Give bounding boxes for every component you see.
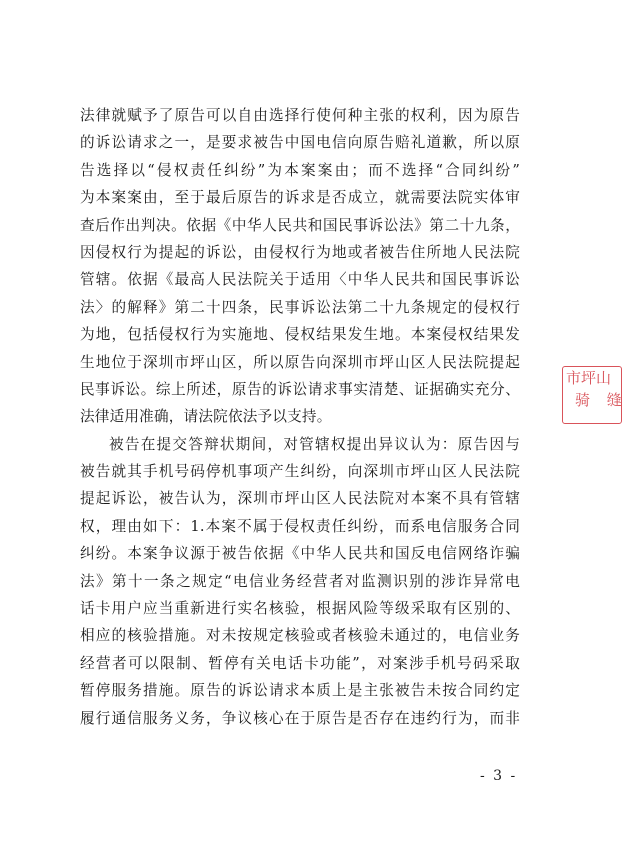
text-line: 经营者可以限制、暂停有关电话卡功能”，对案涉手机号码采取 [80, 654, 520, 672]
text-line: 被告就其手机号码停机事项产生纠纷，向深圳市坪山区人民法院 [80, 463, 520, 481]
text-line: 权，理由如下：1.本案不属于侵权责任纠纷，而系电信服务合同 [80, 517, 520, 535]
paragraph-end-line: 法律适用准确，请法院依法予以支持。 [80, 408, 332, 426]
text-line: 提起诉讼，被告认为，深圳市坪山区人民法院对本案不具有管辖 [80, 490, 520, 508]
document-body [80, 102, 520, 732]
seal-text-line: 市坪山 [566, 369, 612, 387]
text-line: 履行通信服务义务，争议核心在于原告是否存在违约行为，而非 [80, 709, 520, 727]
text-line: 纠纷。本案争议源于被告依据《中华人民共和国反电信网络诈骗 [80, 545, 520, 563]
text-line: 生地位于深圳市坪山区，所以原告向深圳市坪山区人民法院提起 [80, 353, 520, 371]
text-line: 话卡用户应当重新进行实名核验，根据风险等级采取有区别的、 [80, 600, 520, 618]
text-line: 为地，包括侵权行为实施地、侵权结果发生地。本案侵权结果发 [80, 326, 520, 344]
text-line: 的诉讼请求之一，是要求被告中国电信向原告赔礼道歉，所以原 [80, 134, 520, 152]
text-line: 法律就赋予了原告可以自由选择行使何种主张的权利，因为原告 [80, 107, 520, 124]
seal-text-line: 骑 缝 [575, 391, 628, 409]
text-line: 为本案案由，至于最后原告的诉求是否成立，就需要法院实体审 [80, 189, 520, 207]
text-line: 相应的核验措施。对未按规定核验或者核验未通过的，电信业务 [80, 627, 520, 645]
text-line: 管辖。依据《最高人民法院关于适用〈中华人民共和国民事诉讼 [80, 271, 520, 289]
paragraph-start-line: 被告在提交答辩状期间，对管辖权提出异议认为：原告因与 [109, 435, 520, 453]
text-line: 暂停服务措施。原告的诉讼请求本质上是主张被告未按合同约定 [80, 682, 520, 700]
text-line: 告选择以“侵权责任纠纷”为本案案由；而不选择“合同纠纷” [80, 161, 520, 179]
text-line: 法〉的解释》第二十四条，民事诉讼法第二十九条规定的侵权行 [80, 298, 520, 316]
text-line: 查后作出判决。依据《中华人民共和国民事诉讼法》第二十九条， [80, 216, 520, 234]
text-line: 法》第十一条之规定“电信业务经营者对监测识别的涉诈异常电 [80, 572, 520, 590]
page-number: - 3 - [480, 768, 518, 784]
text-line: 因侵权行为提起的诉讼，由侵权行为地或者被告住所地人民法院 [80, 243, 520, 261]
seam-seal-stamp [562, 366, 628, 424]
text-line: 民事诉讼。综上所述，原告的诉讼请求事实清楚、证据确实充分、 [80, 380, 520, 398]
